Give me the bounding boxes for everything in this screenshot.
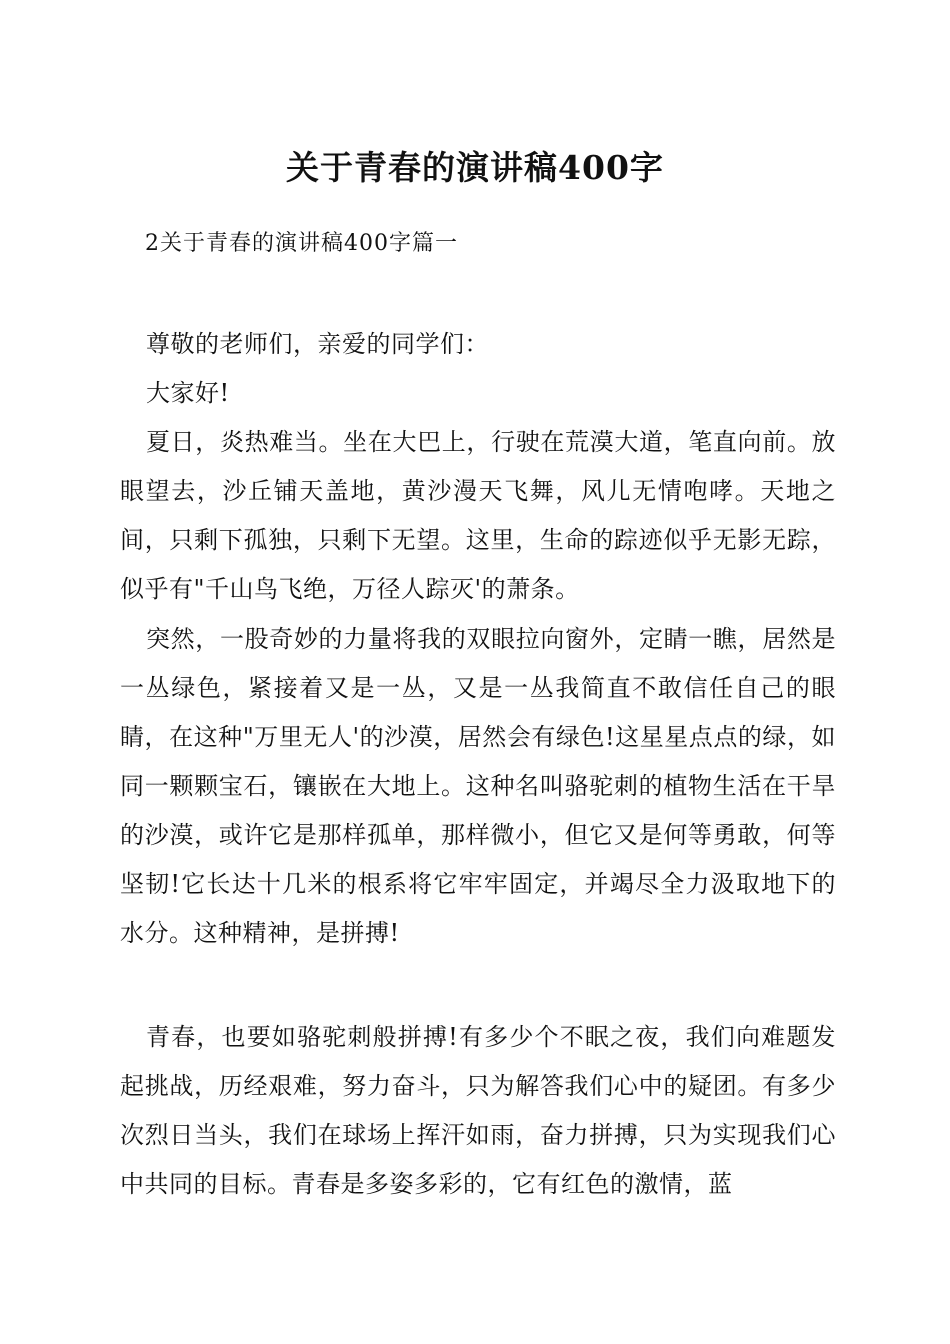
greeting-line: 尊敬的老师们，亲爱的同学们：	[146, 330, 489, 358]
document-title: 关于青春的演讲稿400字	[286, 148, 664, 187]
document-subtitle: 2关于青春的演讲稿400字篇一	[145, 231, 458, 256]
paragraph-youth-striving: 青春，也要如骆驼刺般拼搏!有多少个不眠之夜，我们向难题发起挑战，历经艰难，努力奋斗，只为解答我们心中的疑团。有多少次烈日当头，我们在球场上挥汗如雨，奋力拼搏，只为实现我们心中共同的目标。青春是多姿多彩的，它有红色的激情，蓝	[120, 1023, 836, 1198]
paragraph-camelthorn: 突然，一股奇妙的力量将我的双眼拉向窗外，定睛一瞧，居然是一丛绿色，紧接着又是一丛，又是一丛我简直不敢信任自己的眼睛，在这种"万里无人'的沙漠，居然会有绿色!这星星点点的绿，如同一颗颗宝石，镶嵌在大地上。这种名叫骆驼刺的植物生活在干旱的沙漠，或许它是那样孤单，那样微小，但它又是何等勇敢，何等坚韧!它长达十几米的根系将它牢牢固定，并竭尽全力汲取地下的水分。这种精神，是拼搏!	[120, 625, 836, 947]
paragraph-summer-desert: 夏日，炎热难当。坐在大巴上，行驶在荒漠大道，笔直向前。放眼望去，沙丘铺天盖地，黄沙漫天飞舞，风儿无情咆哮。天地之间，只剩下孤独，只剩下无望。这里，生命的踪迹似乎无影无踪，似乎有"千山鸟飞绝，万径人踪灭'的萧条。	[120, 428, 836, 603]
hello-line: 大家好!	[146, 379, 230, 407]
